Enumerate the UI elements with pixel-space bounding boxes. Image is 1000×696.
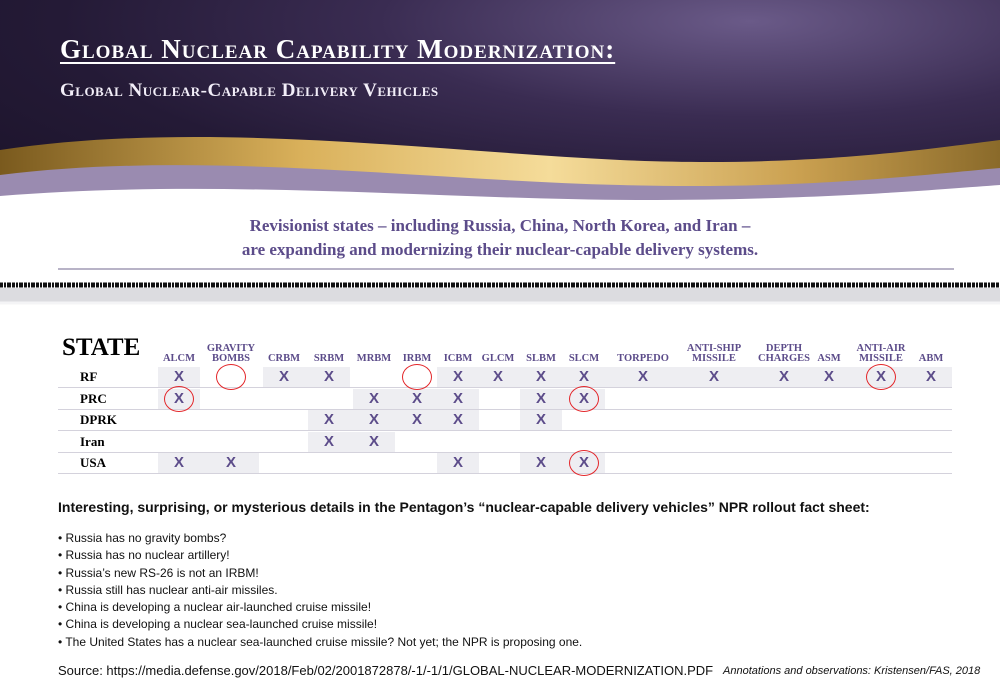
column-header: CRBM — [267, 353, 301, 364]
capability-mark: X — [708, 368, 719, 385]
note-item: • China is developing a nuclear air-launched cruise missile! — [58, 600, 372, 615]
annotation-circle — [216, 364, 246, 390]
row-divider — [58, 430, 952, 431]
notes-heading: Interesting, surprising, or mysterious details in the Pentagon’s “nuclear-capable delivery vehicles” NPR rollout fact sheet: — [58, 499, 870, 515]
column-header: SLBM — [526, 353, 556, 364]
banner-swoosh — [0, 0, 1000, 215]
capability-mark: X — [492, 368, 503, 385]
capability-mark: X — [535, 390, 546, 407]
capability-mark: X — [535, 454, 546, 471]
column-header: ALCM — [162, 353, 196, 364]
column-header: ANTI-SHIP MISSILE — [686, 343, 742, 364]
capability-mark: X — [225, 454, 236, 471]
annotation-credit: Annotations and observations: Kristensen/FAS, 2018 — [723, 665, 981, 677]
capability-mark: X — [535, 368, 546, 385]
intro-divider — [58, 268, 954, 270]
state-label: DPRK — [80, 412, 117, 427]
capability-mark: X — [637, 368, 648, 385]
capability-mark: X — [578, 454, 589, 471]
capability-mark: X — [173, 454, 184, 471]
capability-mark: X — [368, 390, 379, 407]
capability-mark: X — [323, 368, 334, 385]
state-label: Iran — [80, 434, 105, 449]
capability-mark: X — [875, 368, 886, 385]
column-header: ICBM — [443, 353, 473, 364]
capability-mark: X — [925, 368, 936, 385]
column-header: ASM — [817, 353, 841, 364]
note-item: • Russia has no gravity bombs? — [58, 531, 227, 545]
row-divider — [58, 473, 952, 474]
note-item: • China is developing a nuclear sea-launched cruise missile! — [58, 617, 378, 632]
column-header: MRBM — [356, 353, 392, 364]
capability-mark: X — [411, 390, 422, 407]
annotation-circle — [569, 386, 599, 412]
capability-mark: X — [535, 411, 546, 428]
column-header: GRAVITY BOMBS — [206, 343, 256, 364]
note-item: • Russia has no nuclear artillery! — [58, 548, 230, 563]
column-header: SRBM — [313, 353, 345, 364]
torn-edge-divider — [0, 275, 1000, 315]
capability-mark: X — [411, 411, 422, 428]
note-item: • The United States has a nuclear sea-launched cruise missile? Not yet; the NPR is proposing one. — [58, 634, 583, 649]
notes-list — [58, 530, 582, 651]
state-label: USA — [80, 455, 107, 470]
column-header: TORPEDO — [617, 353, 669, 364]
capability-mark: X — [578, 368, 589, 385]
capability-mark: X — [452, 368, 463, 385]
capability-mark: X — [578, 390, 589, 407]
column-header: GLCM — [481, 353, 515, 364]
source-citation: Source: https://media.defense.gov/2018/Feb/02/2001872878/-1/-1/1/GLOBAL-NUCLEAR-MODERNIZATION.PDF — [58, 663, 714, 678]
annotation-circle — [164, 386, 194, 412]
row-divider — [58, 409, 952, 410]
state-label: PRC — [80, 391, 107, 406]
intro-line-2: are expanding and modernizing their nuclear-capable delivery systems. — [241, 240, 759, 259]
header-banner — [0, 0, 1000, 215]
column-header: SLCM — [568, 353, 600, 364]
capability-mark: X — [173, 390, 184, 407]
annotation-circle — [569, 450, 599, 476]
intro-line-1: Revisionist states – including Russia, China, North Korea, and Iran – — [249, 216, 751, 235]
capability-mark: X — [452, 390, 463, 407]
capability-mark: X — [452, 454, 463, 471]
column-header: ANTI-AIR MISSILE — [856, 343, 906, 364]
row-divider — [58, 387, 952, 388]
capability-mark: X — [323, 433, 334, 450]
capability-mark: X — [173, 368, 184, 385]
capability-mark: X — [823, 368, 834, 385]
note-item: • Russia’s new RS-26 is not an IRBM! — [58, 565, 259, 580]
state-column-header: STATE — [62, 334, 141, 361]
capability-mark: X — [778, 368, 789, 385]
capability-mark: X — [452, 411, 463, 428]
note-item: • Russia still has nuclear anti-air missiles. — [58, 582, 278, 597]
column-header: ABM — [918, 353, 944, 364]
page-title: Global Nuclear Capability Modernization: — [60, 34, 616, 64]
capability-mark: X — [323, 411, 334, 428]
capability-mark: X — [368, 433, 379, 450]
intro-text — [0, 214, 1000, 262]
annotation-circle — [402, 364, 432, 390]
column-header: IRBM — [402, 353, 432, 364]
page-subtitle: Global Nuclear-Capable Delivery Vehicles — [60, 80, 439, 101]
capability-mark: X — [368, 411, 379, 428]
column-header: DEPTH CHARGES — [758, 343, 810, 364]
annotation-circle — [866, 364, 896, 390]
capability-mark: X — [278, 368, 289, 385]
state-label: RF — [80, 369, 98, 384]
